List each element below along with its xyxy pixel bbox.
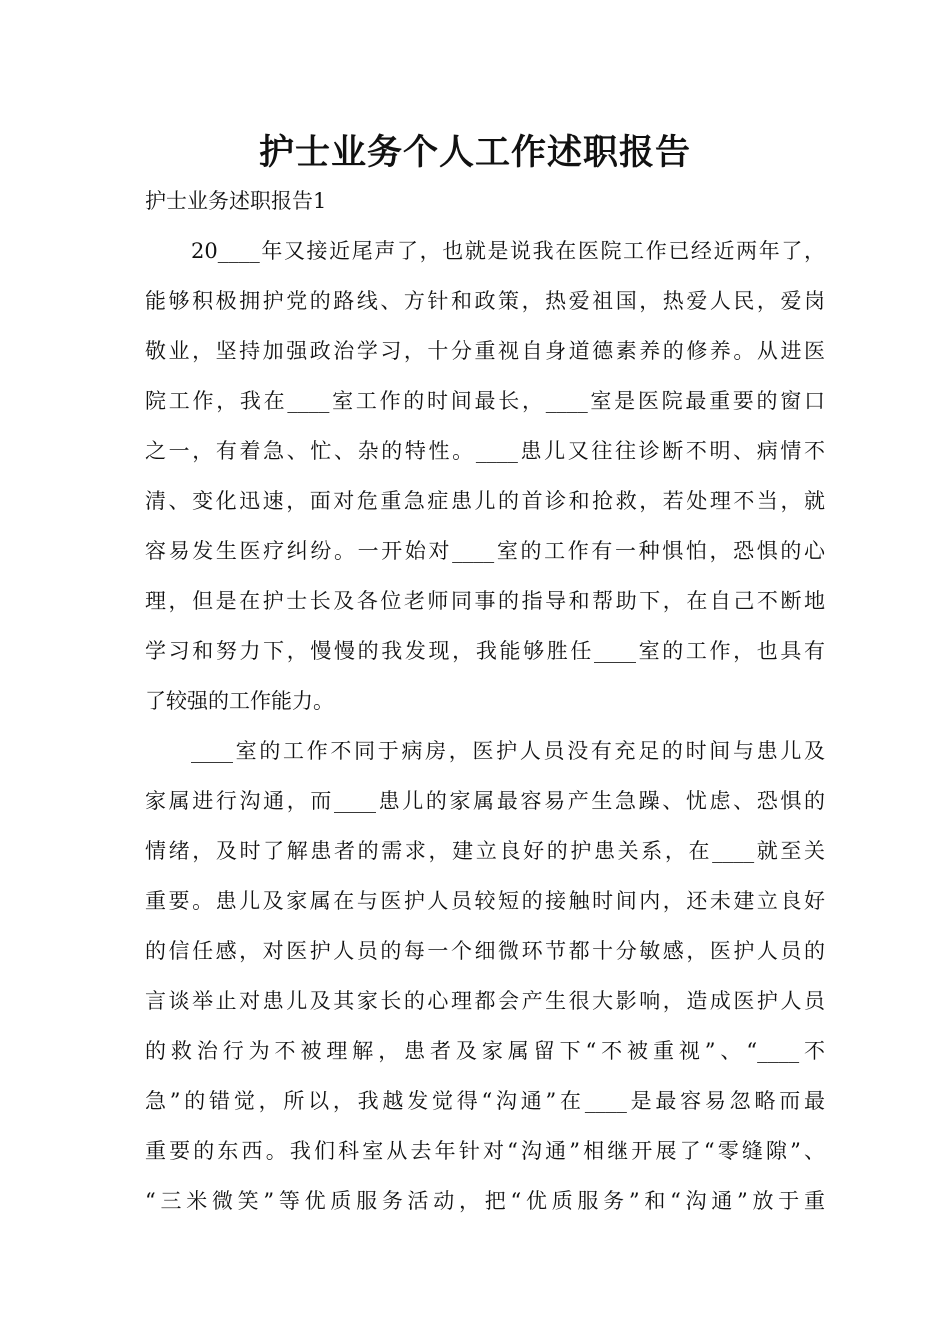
paragraph-line: 言谈举止对患儿及其家长的心理都会产生很大影响，造成医护人员: [145, 989, 825, 1013]
paragraph-line: 能够积极拥护党的路线、方针和政策，热爱祖国，热爱人民，爱岗: [145, 289, 825, 313]
paragraph-line: 之一，有着急、忙、杂的特性。____患儿又往往诊断不明、病情不: [145, 439, 825, 463]
paragraph-line: 院工作，我在____室工作的时间最长，____室是医院最重要的窗口: [145, 389, 825, 413]
paragraph-line: 容易发生医疗纠纷。一开始对____室的工作有一种惧怕，恐惧的心: [145, 539, 825, 563]
section-heading: 护士业务述职报告1: [145, 189, 327, 213]
paragraph-line: 理，但是在护士长及各位老师同事的指导和帮助下，在自己不断地: [145, 589, 825, 613]
paragraph-line: 敬业，坚持加强政治学习，十分重视自身道德素养的修养。从进医: [145, 339, 825, 363]
paragraph-line: 20____年又接近尾声了，也就是说我在医院工作已经近两年了，: [191, 239, 825, 263]
paragraph-line: 家属进行沟通，而____患儿的家属最容易产生急躁、忧虑、恐惧的: [145, 789, 825, 813]
paragraph-line: 重要的东西。我们科室从去年针对“沟通”相继开展了“零缝隙”、: [145, 1139, 825, 1163]
paragraph-line: ____室的工作不同于病房，医护人员没有充足的时间与患儿及: [191, 739, 825, 763]
paragraph-line: 清、变化迅速，面对危重急症患儿的首诊和抢救，若处理不当，就: [145, 489, 825, 513]
document-title: 护士业务个人工作述职报告: [258, 132, 691, 173]
paragraph-line: 的救治行为不被理解，患者及家属留下“不被重视”、“____不: [145, 1039, 825, 1063]
paragraph-line: 重要。患儿及家属在与医护人员较短的接触时间内，还未建立良好: [145, 889, 825, 913]
paragraph-line: “三米微笑”等优质服务活动，把“优质服务”和“沟通”放于重: [145, 1189, 825, 1213]
paragraph-line: 急”的错觉，所以，我越发觉得“沟通”在____是最容易忽略而最: [145, 1089, 825, 1113]
paragraph-line: 了较强的工作能力。: [145, 689, 334, 713]
paragraph-line: 学习和努力下，慢慢的我发现，我能够胜任____室的工作，也具有: [145, 639, 825, 663]
paragraph-line: 的信任感，对医护人员的每一个细微环节都十分敏感，医护人员的: [145, 939, 825, 963]
paragraph-line: 情绪，及时了解患者的需求，建立良好的护患关系，在____就至关: [145, 839, 825, 863]
